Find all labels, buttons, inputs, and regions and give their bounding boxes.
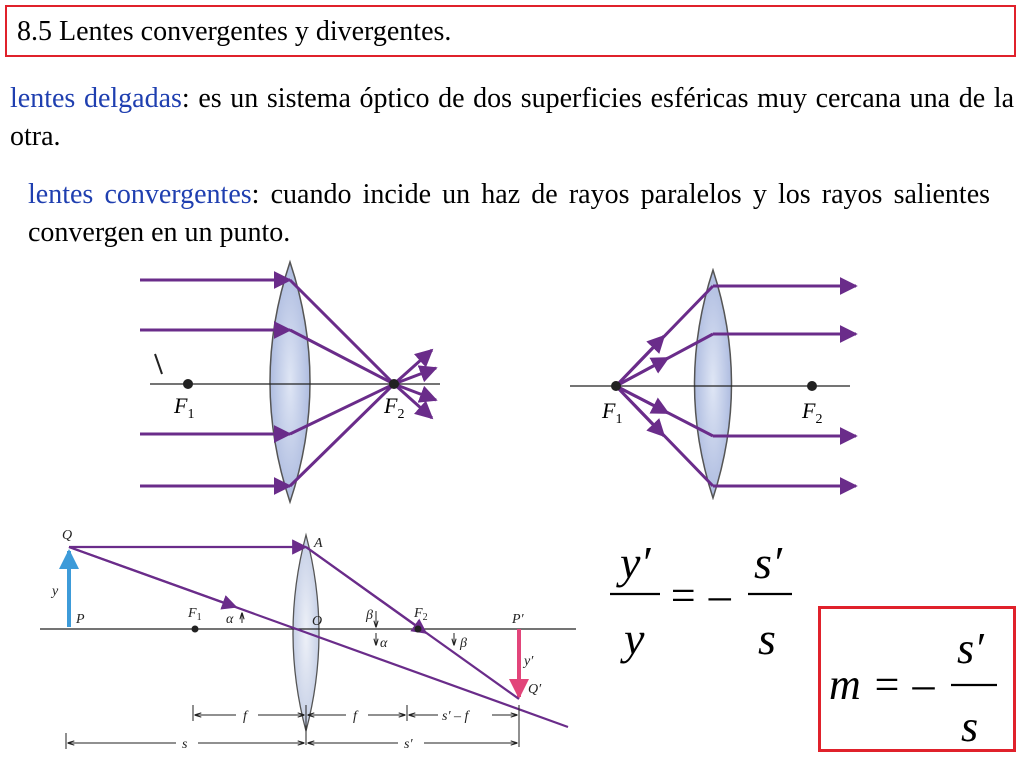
label-p: P xyxy=(76,612,85,627)
label-f2-bottom: $F_2$ xyxy=(414,606,428,623)
label-a: A xyxy=(314,536,323,551)
equation-m xyxy=(821,609,1013,749)
focal-point-f1-right xyxy=(611,381,621,391)
label-alpha-bottom: α xyxy=(380,636,388,651)
focal-point-f2-left xyxy=(389,379,399,389)
label-p-prime: P′ xyxy=(512,612,524,627)
figure-converging-to-focus xyxy=(140,258,445,508)
definition-thin-lens xyxy=(10,80,1014,156)
figure-from-focus-parallel xyxy=(568,268,860,500)
label-s-prime: s′ xyxy=(404,737,413,752)
eq-m-denominator: s xyxy=(961,702,979,749)
label-o: O xyxy=(312,614,323,629)
label-f2-right: $F_2$ xyxy=(802,398,823,427)
focal-point-f2-right xyxy=(807,381,817,391)
label-beta-top: β xyxy=(366,608,373,623)
definition-thin-lens-text: : es un sistema óptico de dos superficies esféricas muy cercana una de la otra. xyxy=(10,83,1014,152)
eq-denominator-right: s xyxy=(758,613,776,664)
label-f1-right: $F_1$ xyxy=(602,398,623,427)
eq-equals-minus: = – xyxy=(668,571,731,620)
equation-magnification xyxy=(604,520,804,670)
eq-numerator-right: s′ xyxy=(754,537,782,588)
definition-converging-lens xyxy=(28,176,990,252)
label-s-prime-minus-f: s′ – f xyxy=(442,709,469,724)
label-f1-left: $F_1$ xyxy=(174,393,195,422)
label-q-prime: Q′ xyxy=(528,682,542,697)
lens-right xyxy=(695,270,732,498)
label-y-prime: y′ xyxy=(524,654,534,669)
eq-m-lhs: m = – xyxy=(829,660,935,709)
title-box xyxy=(5,5,1016,57)
focal-point-f1-left xyxy=(183,379,193,389)
label-f-right: f xyxy=(353,709,357,724)
label-alpha: α xyxy=(226,612,234,627)
slide-title: 8.5 Lentes convergentes y divergentes. xyxy=(17,16,452,47)
term-converging-lens: lentes convergentes xyxy=(28,179,252,210)
label-q: Q xyxy=(62,528,73,543)
eq-numerator-left: y′ xyxy=(620,537,651,588)
label-beta-bottom: β xyxy=(460,636,467,651)
definition-converging-lens-text: : cuando incide un haz de rayos paralelos y los rayos salientes convergen en un punto. xyxy=(28,179,991,248)
figure-image-formation xyxy=(36,515,586,763)
label-s: s xyxy=(182,737,188,752)
equation-m-box xyxy=(818,606,1016,752)
lens-left xyxy=(270,262,310,502)
label-f-left: f xyxy=(243,709,247,724)
label-f1-bottom: $F_1$ xyxy=(188,606,202,623)
eq-denominator-left: y xyxy=(624,613,645,664)
label-y: y xyxy=(52,584,59,599)
term-thin-lens: lentes delgadas xyxy=(10,83,182,114)
label-f2-left: $F_2$ xyxy=(384,393,405,422)
eq-m-numerator: s′ xyxy=(957,624,984,673)
